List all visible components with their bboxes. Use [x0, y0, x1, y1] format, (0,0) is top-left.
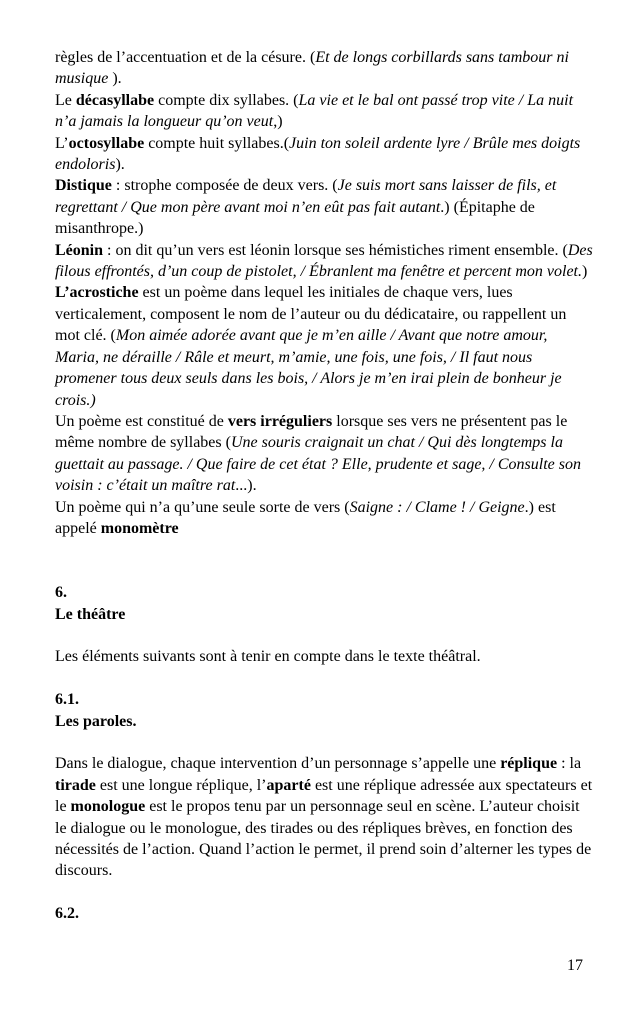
bold-term: 6. — [55, 584, 67, 602]
text-run: compte huit syllabes.( — [144, 134, 290, 152]
paragraph-spacer — [55, 625, 595, 646]
paragraph-spacer — [55, 539, 595, 582]
bold-term: Distique — [55, 177, 112, 195]
section-intro — [55, 646, 595, 667]
section-number — [55, 582, 595, 603]
text-run: : on dit qu’un vers est léonin lorsque ses hémistiches riment ensemble. ( — [103, 241, 568, 259]
bold-term: Les paroles. — [55, 712, 137, 730]
decasyllabe — [55, 90, 595, 133]
italic-quote: La vie et le bal ont passé trop vite / La nuit n’a jamais la longueur qu’on veut — [55, 91, 574, 131]
italic-quote: Saigne : / Clame ! / Geigne — [349, 498, 525, 516]
text-run: est un poème dans lequel les initiales de chaque vers, lues verticalement, composent le nom de l’auteur ou du dédicataire, ou rappellent un mot clé. ( — [55, 284, 567, 345]
bold-term: réplique — [500, 755, 558, 773]
vers-irreguliers — [55, 411, 595, 497]
text-run: ). — [115, 156, 125, 174]
italic-quote: Je suis mort sans laisser de fils, et regrettant / Que mon père avant moi n’en eût pas fait autant — [55, 177, 557, 216]
bold-term: monologue — [70, 798, 146, 816]
text-run: L’ — [55, 134, 69, 152]
monometre — [55, 497, 595, 540]
subsection-number-2 — [55, 903, 595, 924]
page-number: 17 — [567, 957, 583, 974]
text-run: ...). — [235, 477, 257, 495]
bold-term: Le théâtre — [55, 605, 126, 623]
text-run: ). — [108, 70, 122, 88]
acrostiche — [55, 282, 595, 410]
bold-term: Léonin — [55, 241, 104, 259]
text-run: : la — [557, 755, 582, 773]
text-run: Les éléments suivants sont à tenir en compte dans le texte théâtral. — [55, 648, 481, 666]
italic-quote: Mon aimée adorée avant que je m’en aille / Avant que notre amour, Maria, ne déraille / Râle et meurt, m’amie, une fois, une fois, / Il faut nous promener tous deux seuls dans les bois, / Alors je m’en irai plein de bonheur je crois.) — [55, 327, 562, 409]
text-run: est le propos tenu par un personnage seul en scène. L’auteur choisit le dialogue ou le monologue, des tirades ou des répliques brèves, en fonction des nécessités de l’action. Quand l’action le permet, il prend soin d’alterner les types de discours. — [55, 798, 592, 880]
text-run: Dans le dialogue, chaque intervention d’un personnage s’appelle une — [55, 755, 501, 773]
distique — [55, 175, 595, 239]
bold-term: L’acrostiche — [55, 284, 139, 302]
text-run: compte dix syllabes. ( — [154, 91, 299, 109]
bold-term: décasyllabe — [75, 91, 155, 109]
text-run: Le — [55, 91, 76, 109]
text-run: règles de l’accentuation et de la césure. ( — [55, 49, 316, 66]
paragraph-spacer — [55, 882, 595, 903]
italic-quote: Une souris craignait un chat / Qui dès longtemps la guettait au passage. / Que faire de cet état ? Elle, prudente et sage, / Consulte son voisin : c’était un maître rat — [55, 434, 581, 495]
text-run: Un poème qui n’a qu’une seule sorte de vers ( — [55, 498, 350, 516]
text-run: ) — [582, 263, 588, 281]
cesure-line — [55, 47, 595, 90]
bold-term: octosyllabe — [68, 134, 145, 152]
italic-quote: Des filous effrontés, d’un coup de pistolet, / Ébranlent ma fenêtre et percent mon volet. — [55, 241, 593, 281]
subsection-title — [55, 711, 595, 732]
bold-term: tirade — [55, 776, 96, 794]
bold-term: 6.2. — [55, 905, 79, 923]
subsection-number — [55, 689, 595, 710]
bold-term: vers irréguliers — [227, 412, 333, 430]
text-run: est une réplique adressée aux spectateurs et le — [55, 776, 593, 816]
dialogue-paragraph — [55, 753, 595, 881]
text-run: Un poème est constitué de — [55, 412, 228, 430]
bold-term: monomètre — [100, 519, 179, 537]
text-run: est une longue réplique, l’ — [95, 776, 267, 794]
paragraph-spacer — [55, 668, 595, 689]
text-run: : strophe composée de deux vers. ( — [111, 177, 338, 195]
text-run: .) est appelé — [55, 498, 556, 537]
italic-quote: Juin ton soleil ardente lyre / Brûle mes doigts endoloris — [55, 134, 581, 174]
text-run: ,) — [273, 113, 283, 131]
text-run: lorsque ses vers ne présentent pas le même nombre de syllabes ( — [55, 412, 568, 452]
italic-quote: Et de longs corbillards sans tambour ni musique — [55, 49, 569, 88]
body-text — [55, 47, 595, 925]
text-run: .) (Épitaphe de misanthrope.) — [55, 198, 535, 238]
bold-term: 6.1. — [55, 691, 79, 709]
bold-term: aparté — [266, 776, 311, 794]
leonin — [55, 240, 595, 283]
octosyllabe — [55, 133, 595, 176]
paragraph-spacer — [55, 732, 595, 753]
section-title — [55, 604, 595, 625]
